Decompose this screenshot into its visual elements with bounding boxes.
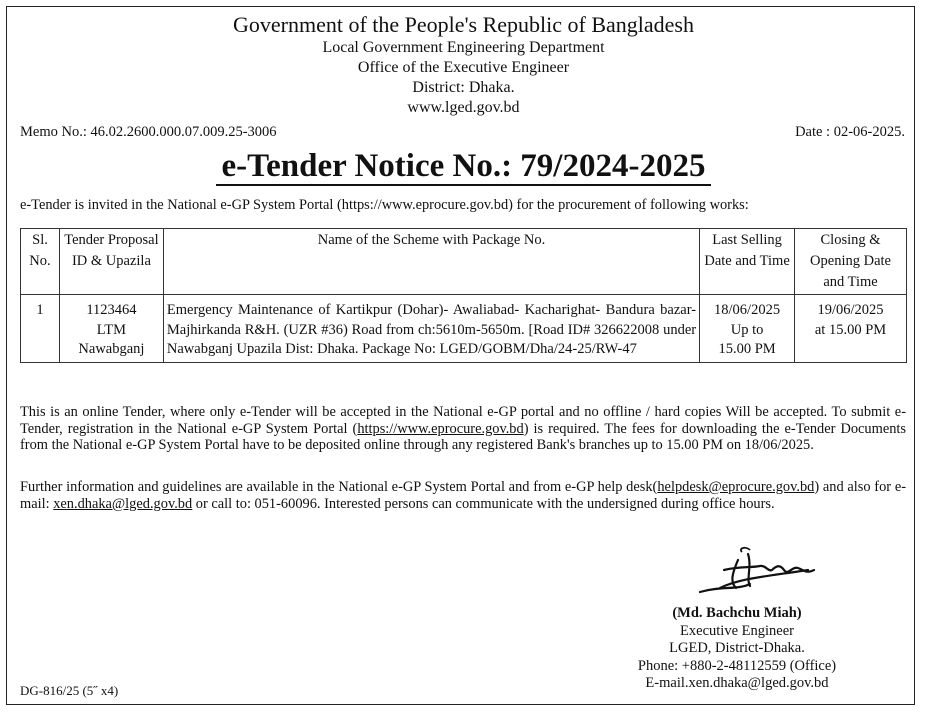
signer-name: (Md. Bachchu Miah) bbox=[672, 605, 802, 621]
online-tender-paragraph bbox=[20, 404, 906, 454]
table-header-row bbox=[21, 229, 907, 295]
tender-id: 1123464 bbox=[86, 302, 137, 318]
notice-date: Date : 02-06-2025. bbox=[795, 124, 905, 140]
signer-phone: Phone: +880-2-48112559 (Office) bbox=[637, 657, 837, 674]
selling-date: 18/06/2025 bbox=[714, 302, 781, 318]
signer-block bbox=[612, 605, 862, 693]
signer-office: LGED, District-Dhaka. bbox=[669, 640, 805, 656]
website-line: www.lged.gov.bd bbox=[407, 99, 520, 116]
cell-tender bbox=[59, 295, 163, 363]
para1-text-a: This is an online Tender, where only e-Tender will be accepted in the National e-GP portal and no offline / hard copies Will be accepted. To submit e-Tender, registration in the National e-GP System Portal ( bbox=[20, 404, 906, 437]
signature-image bbox=[680, 540, 830, 602]
para2-text-c: or call to: 051-60096. Interested persons can communicate with the undersigned during office hours. bbox=[192, 495, 775, 512]
xen-email-link[interactable]: xen.dhaka@lged.gov.bd bbox=[53, 495, 193, 512]
selling-upto: Up to bbox=[730, 321, 764, 338]
office-line: Office of the Executive Engineer bbox=[357, 59, 570, 76]
tender-method: LTM bbox=[96, 321, 127, 338]
intro-text: e-Tender is invited in the National e-GP System Portal (https://www.eprocure.gov.bd) for the procurement of following works: bbox=[20, 197, 749, 213]
table-row bbox=[21, 295, 907, 363]
department-line: Local Government Engineering Department bbox=[322, 39, 605, 56]
cell-selling bbox=[700, 295, 795, 363]
footer-code: DG-816/25 (5˝ x4) bbox=[20, 683, 119, 698]
cell-sl: 1 bbox=[21, 295, 60, 363]
further-info-paragraph bbox=[20, 479, 906, 512]
tender-table bbox=[20, 228, 907, 363]
para1-text-b: ) is required. The fees for downloading the e-Tender Documents from the National e-GP System Portal have to be deposited online through any registered Bank's branches up to 15.00 PM on 18/06/2025. bbox=[20, 420, 906, 453]
header-closing: Closing & Opening Date and Time bbox=[795, 229, 907, 295]
eprocure-link[interactable]: https://www.eprocure.gov.bd bbox=[357, 420, 524, 437]
signer-designation: Executive Engineer bbox=[680, 622, 794, 639]
closing-date: 19/06/2025 bbox=[817, 302, 884, 318]
notice-title bbox=[0, 148, 927, 185]
cell-closing bbox=[795, 295, 907, 363]
header-tender-id: Tender Proposal ID & Upazila bbox=[59, 229, 163, 295]
para2-text-b: ) and also for e-mail: bbox=[20, 479, 906, 512]
government-heading: Government of the People's Republic of Bangladesh bbox=[233, 12, 694, 37]
header-sl: Sl. No. bbox=[21, 229, 60, 295]
cell-scheme: Emergency Maintenance of Kartikpur (Dohar)- Awaliabad- Kacharighat- Bandura bazar- Majhirkanda R&H. (UZR #36) Road from ch:5610m-5650m. [Road ID# 326622008 under Nawabganj Upazila Dist: Dhaka. Package No: LGED/GOBM/Dha/24-25/RW-47 bbox=[163, 295, 699, 363]
tender-upazila: Nawabganj bbox=[78, 341, 145, 357]
selling-time: 15.00 PM bbox=[718, 341, 776, 357]
header-scheme: Name of the Scheme with Package No. bbox=[163, 229, 699, 295]
office-address-block bbox=[0, 38, 927, 118]
closing-time: at 15.00 PM bbox=[814, 321, 887, 338]
helpdesk-email-link[interactable]: helpdesk@eprocure.gov.bd bbox=[657, 479, 815, 495]
header-selling: Last Selling Date and Time bbox=[700, 229, 795, 295]
signer-email: E-mail.xen.dhaka@lged.gov.bd bbox=[645, 675, 829, 691]
para2-text-a: Further information and guidelines are available in the National e-GP System Portal and from e-GP help desk( bbox=[20, 479, 658, 495]
notice-title-text: e-Tender Notice No.: 79/2024-2025 bbox=[216, 148, 712, 186]
district-line: District: Dhaka. bbox=[412, 79, 515, 96]
memo-number: Memo No.: 46.02.2600.000.07.009.25-3006 bbox=[20, 124, 277, 140]
